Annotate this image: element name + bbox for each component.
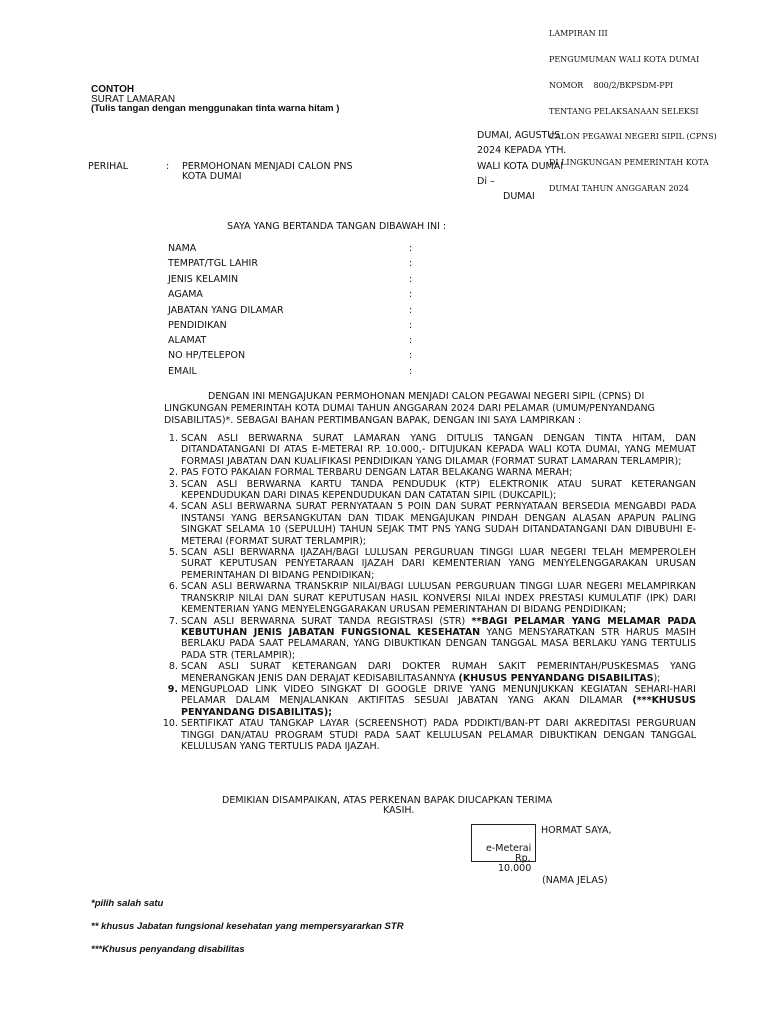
item-number: 9.	[167, 683, 178, 695]
address-place: DUMAI	[503, 191, 535, 202]
field-label: JENIS KELAMIN	[168, 274, 239, 285]
lampiran-block	[549, 13, 717, 202]
field-colon: :	[409, 320, 413, 331]
field-colon: :	[409, 274, 413, 285]
item-number: 1.	[168, 433, 178, 444]
item-text: **BAGI PELAMAR YANG MELAMAR PADA KEBUTUHAN JENIS JABATAN FUNGSIONAL KESEHATAN	[181, 615, 697, 638]
address-recipient: WALI KOTA DUMAI	[477, 161, 564, 172]
item-text: SCAN ASLI BERWARNA KARTU TANDA PENDUDUK (KTP) ELEKTRONIK ATAU SURAT KETERANGAN KEPENDUDUKAN DARI DINAS KEPENDUDUKAN DAN CATATAN SIPIL (DUKCAPIL);	[181, 478, 696, 502]
field-label: NO HP/TELEPON	[168, 350, 246, 361]
lampiran-line: DI LINGKUNGAN PEMERINTAH KOTA	[549, 158, 709, 168]
perihal-colon: :	[166, 161, 170, 172]
address-di: Di –	[477, 176, 495, 187]
e-meterai-label: e-Meterai	[486, 843, 532, 854]
perihal-text: KOTA DUMAI	[182, 171, 242, 182]
field-label: PENDIDIKAN	[168, 320, 227, 331]
address-kepada: 2024 KEPADA YTH.	[477, 145, 567, 156]
item-number: 6.	[168, 581, 178, 593]
attachment-item	[161, 581, 696, 615]
attachment-item	[161, 547, 696, 581]
item-text: SERTIFIKAT ATAU TANGKAP LAYAR (SCREENSHOT) PADA PDDIKTI/BAN-PT DARI AKREDITASI PERGURUAN TINGGI DAN/ATAU PROGRAM STUDI PADA SAAT KELULUSAN PELAMAR DIBUKTIKAN DENGAN TANGGAL KELULUSAN YANG TERTULIS PADA IJAZAH.	[181, 718, 696, 752]
field-colon: :	[409, 350, 413, 361]
field-label: TEMPAT/TGL LAHIR	[168, 258, 258, 269]
attachment-item	[161, 661, 696, 684]
item-text: (***KHUSUS PENYANDANG DISABILITAS);	[181, 695, 696, 718]
lampiran-line: TENTANG PELAKSANAAN SELEKSI	[549, 106, 699, 116]
footnote: ** khusus Jabatan fungsional kesehatan yang mempersyararkan STR	[91, 921, 404, 932]
attachment-item	[161, 684, 696, 718]
attachment-item	[161, 501, 696, 547]
nama-jelas: (NAMA JELAS)	[542, 875, 608, 886]
surat-lamaran-title: SURAT LAMARAN	[91, 94, 176, 105]
item-number: 7.	[168, 615, 178, 627]
attachment-item	[161, 433, 696, 467]
item-text: SCAN ASLI BERWARNA SURAT PERNYATAAN 5 POIN DAN SURAT PERNYATAAN BERSEDIA MENGABDI PADA INSTANSI YANG BERSANGKUTAN DAN TIDAK MENGAJUKAN PINDAH DENGAN ALASAN APAPUN PALING SINGKAT SELAMA 10 (SEPULUH) TAHUN SEJAK TMT PNS YANG SUDAH DITANDATANGANI DAN DIBUBUHI E-METERAI (FORMAT SURAT TERLAMPIR);	[181, 501, 696, 547]
attachment-item	[161, 479, 696, 502]
lampiran-line: CALON PEGAWAI NEGERI SIPIL (CPNS)	[549, 132, 717, 142]
intro-statement: SAYA YANG BERTANDA TANGAN DIBAWAH INI :	[227, 221, 447, 232]
field-colon: :	[409, 243, 413, 254]
perihal-label: PERIHAL	[88, 161, 129, 172]
item-text: PAS FOTO PAKAIAN FORMAL TERBARU DENGAN LATAR BELAKANG WARNA MERAH;	[181, 467, 573, 479]
attachment-item	[161, 616, 696, 662]
body-paragraph-line: DENGAN INI MENGAJUKAN PERMOHONAN MENJADI CALON PEGAWAI NEGERI SIPIL (CPNS) DI	[208, 391, 645, 402]
field-label: JABATAN YANG DILAMAR	[168, 305, 284, 316]
field-label: NAMA	[168, 243, 197, 254]
item-text: SCAN ASLI BERWARNA IJAZAH/BAGI LULUSAN PERGURUAN TINGGI LUAR NEGERI TELAH MEMPEROLEH SURAT KEPUTUSAN PENYETARAAN IJAZAH DARI KEMENTERIAN YANG MENYELENGGARAKAN URUSAN PEMERINTAHAN DI BIDANG PENDIDIKAN;	[181, 547, 696, 581]
handwriting-instruction: (Tulis tangan dengan menggunakan tinta warna hitam )	[91, 103, 340, 114]
address-city-date: DUMAI, AGUSTUS	[477, 130, 561, 141]
field-label: EMAIL	[168, 366, 197, 377]
field-label: ALAMAT	[168, 335, 207, 346]
item-text: SCAN ASLI BERWARNA SURAT TANDA REGISTRASI (STR)	[181, 615, 472, 627]
lampiran-line: DUMAI TAHUN ANGGARAN 2024	[549, 183, 689, 193]
item-text: YANG MENSYARATKAN STR HARUS MASIH BERLAKU PADA SAAT PELAMARAN, YANG DIBUKTIKAN DENGAN TANGGAL MASA BERLAKU YANG TERTULIS PADA STR (TERLAMPIR);	[181, 626, 697, 661]
footnote: *pilih salah satu	[91, 898, 164, 909]
item-text: SCAN ASLI SURAT KETERANGAN DARI DOKTER RUMAH SAKIT PEMERINTAH/PUSKESMAS YANG MENERANGKAN JENIS DAN DERAJAT KEDISABILITASANNYA	[181, 661, 696, 684]
item-text: MENGUPLOAD LINK VIDEO SINGKAT DI GOOGLE DRIVE YANG MENUNJUKKAN KEGIATAN SEHARI-HARI PELAMAR DALAM MENJALANKAN AKTIFITAS SESUAI JABATAN YANG AKAN DILAMAR	[181, 683, 696, 707]
field-colon: :	[409, 335, 413, 346]
item-text: (KHUSUS PENYANDANG DISABILITAS	[458, 672, 654, 684]
item-text: SCAN ASLI BERWARNA SURAT LAMARAN YANG DITULIS TANGAN DENGAN TINTA HITAM, DAN DITANDATANGANI DI ATAS E-METERAI RP. 10.000,- DITUJUKAN KEPADA WALI KOTA DUMAI, YANG MEMUAT FORMASI JABATAN DAN KUALIFIKASI PENDIDIKAN YANG DILAMAR (FORMAT SURAT LAMARAN TERLAMPIR);	[181, 433, 696, 467]
item-number: 2.	[168, 467, 178, 479]
closing-line: KASIH.	[383, 805, 415, 816]
e-meterai-amount: 10.000	[498, 863, 532, 874]
item-text: SCAN ASLI BERWARNA TRANSKRIP NILAI/BAGI LULUSAN PERGURUAN TINGGI LUAR NEGERI MELAMPIRKAN TRANSKRIP NILAI DAN SURAT KEPUTUSAN HASIL KONVERSI NILAI INDEX PRESTASI KUMULATIF (IPK) DARI KEMENTERIAN YANG MENYELENGGARAKAN URUSAN PEMERINTAHAN DI BIDANG PENDIDIKAN;	[181, 581, 696, 616]
attachment-item	[161, 467, 696, 478]
field-colon: :	[409, 289, 413, 300]
field-label: AGAMA	[168, 289, 203, 300]
item-number: 8.	[168, 661, 178, 673]
item-number: 5.	[168, 547, 178, 559]
perihal-text: PERMOHONAN MENJADI CALON PNS	[182, 161, 353, 172]
lampiran-line: LAMPIRAN III	[549, 29, 608, 39]
footnote: ***Khusus penyandang disabilitas	[91, 944, 245, 955]
lampiran-line: NOMOR 800/2/BKPSDM-PPI	[549, 80, 674, 90]
body-paragraph-line: LINGKUNGAN PEMERINTAH KOTA DUMAI TAHUN ANGGARAN 2024 DARI PELAMAR (UMUM/PENYANDANG	[164, 403, 655, 414]
item-number: 3.	[168, 478, 178, 490]
field-colon: :	[409, 305, 413, 316]
item-number: 4.	[168, 501, 178, 513]
item-number: 10.	[162, 718, 178, 730]
e-meterai-rp: Rp.	[515, 853, 531, 864]
item-text: );	[653, 672, 661, 684]
attachment-list	[161, 433, 696, 752]
field-colon: :	[409, 366, 413, 377]
closing-line: DEMIKIAN DISAMPAIKAN, ATAS PERKENAN BAPAK DIUCAPKAN TERIMA	[222, 795, 553, 806]
hormat-saya: HORMAT SAYA,	[541, 825, 612, 836]
attachment-item	[161, 718, 696, 752]
field-colon: :	[409, 258, 413, 269]
body-paragraph-line: DISABILITAS)*. SEBAGAI BAHAN PERTIMBANGAN BAPAK, DENGAN INI SAYA LAMPIRKAN :	[164, 415, 582, 426]
contoh-label: CONTOH	[91, 84, 135, 95]
lampiran-line: PENGUMUMAN WALI KOTA DUMAI	[549, 54, 700, 64]
